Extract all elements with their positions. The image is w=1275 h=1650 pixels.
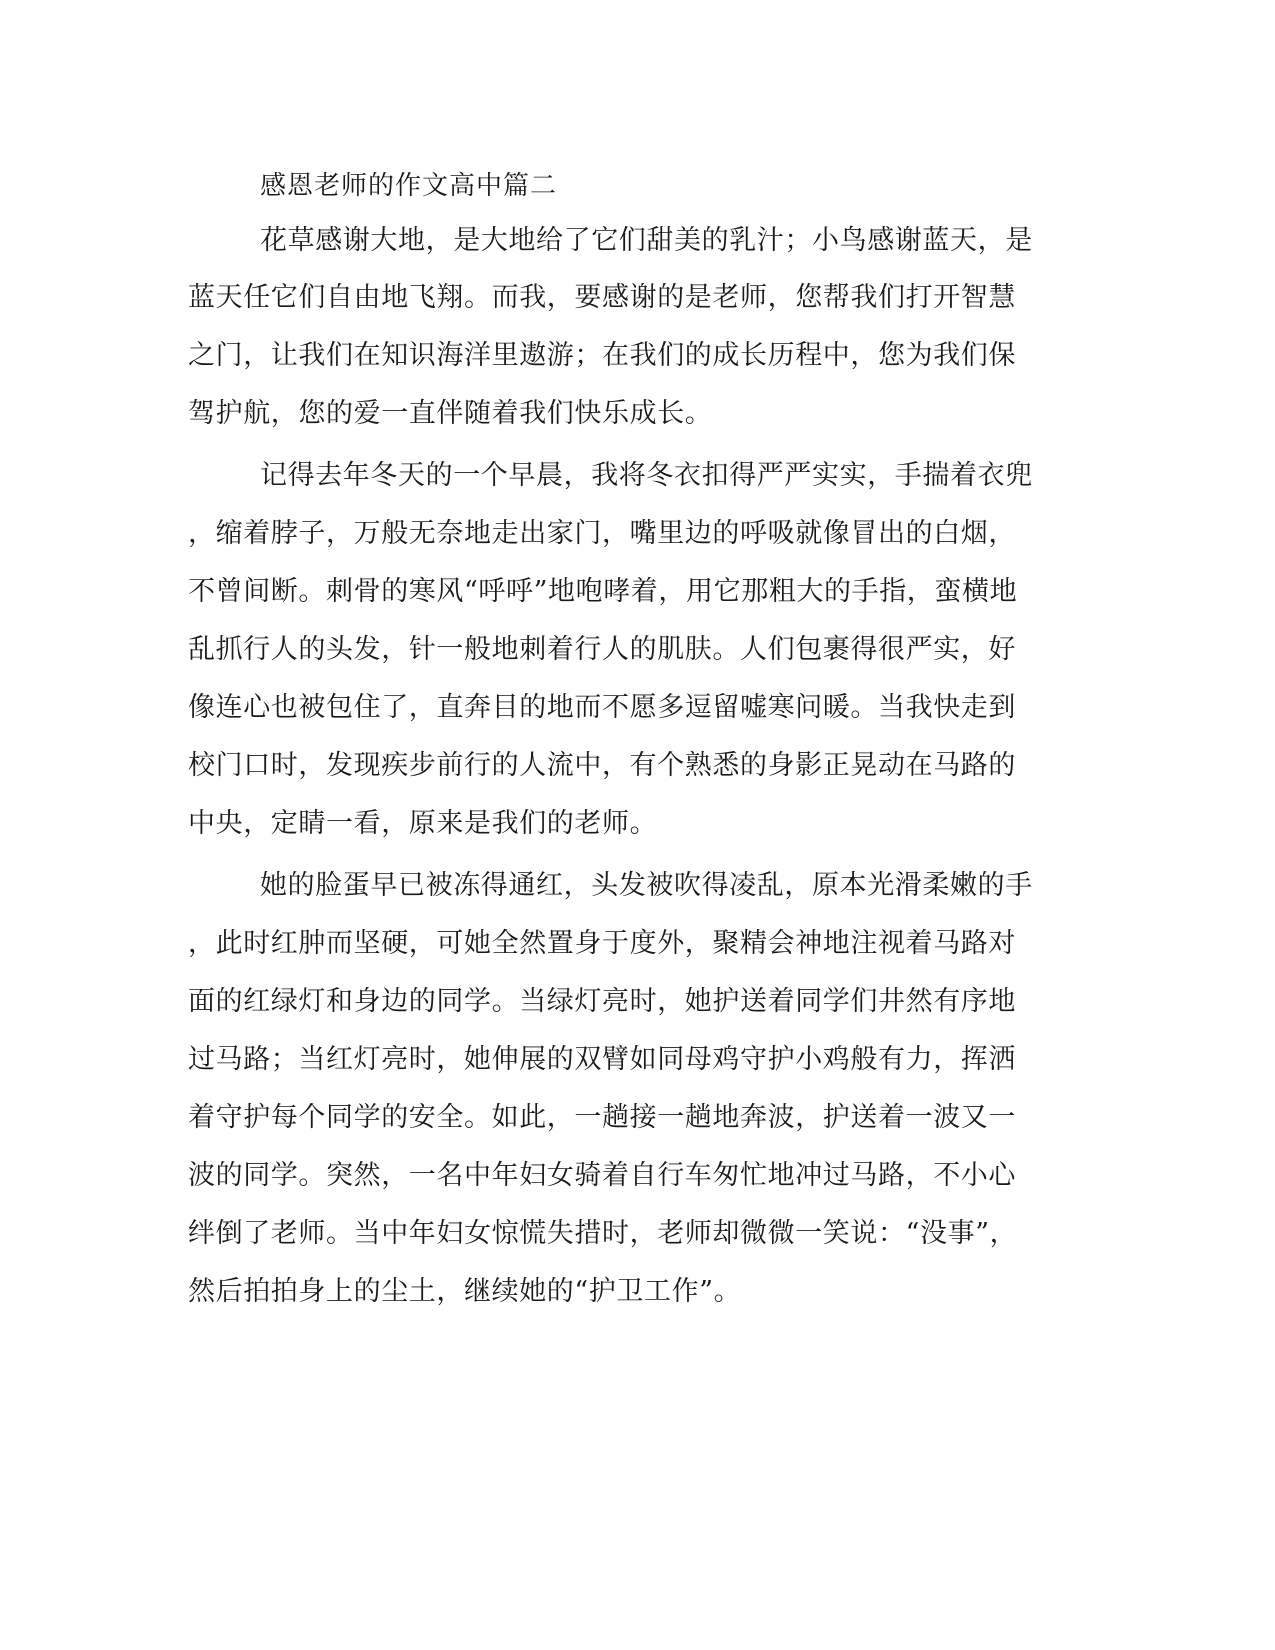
paragraph-1-line-3: 之门，让我们在知识海洋里遨游；在我们的成长历程中，您为我们保 [188,340,1016,371]
paragraph-1-line-2: 蓝天任它们自由地飞翔。而我，要感谢的是老师，您帮我们打开智慧 [188,282,1016,313]
paragraph-3-line-4: 过马路；当红灯亮时，她伸展的双臂如同母鸡守护小鸡般有力，挥洒 [188,1044,1016,1075]
paragraph-1-line-1: 花草感谢大地，是大地给了它们甜美的乳汁；小鸟感谢蓝天，是 [260,225,1033,256]
paragraph-3-line-2: ，此时红肿而坚硬，可她全然置身于度外，聚精会神地注视着马路对 [188,928,1016,959]
document-title: 感恩老师的作文高中篇二 [260,171,558,201]
paragraph-3-line-5: 着守护每个同学的安全。如此，一趟接一趟地奔波，护送着一波又一 [188,1102,1016,1133]
paragraph-2-line-3: 不曾间断。刺骨的寒风“呼呼”地咆哮着，用它那粗大的手指，蛮横地 [188,576,1018,607]
paragraph-2-line-2: ，缩着脖子，万般无奈地走出家门，嘴里边的呼吸就像冒出的白烟， [188,518,1016,549]
paragraph-3-line-6: 波的同学。突然，一名中年妇女骑着自行车匆忙地冲过马路，不小心 [188,1160,1016,1191]
paragraph-3-line-8: 然后拍拍身上的尘土，继续她的“护卫工作”。 [188,1276,742,1307]
paragraph-2-line-4: 乱抓行人的头发，针一般地刺着行人的肌肤。人们包裹得很严实，好 [188,634,1016,665]
paragraph-1-line-4: 驾护航，您的爱一直伴随着我们快乐成长。 [188,398,713,429]
paragraph-3-line-3: 面的红绿灯和身边的同学。当绿灯亮时，她护送着同学们井然有序地 [188,986,1016,1017]
paragraph-2-line-7: 中央，定睛一看，原来是我们的老师。 [188,808,658,839]
paragraph-3-line-1: 她的脸蛋早已被冻得通红，头发被吹得凌乱，原本光滑柔嫩的手 [260,870,1033,901]
paragraph-2-line-5: 像连心也被包住了，直奔目的地而不愿多逗留嘘寒问暖。当我快走到 [188,692,1016,723]
paragraph-2-line-1: 记得去年冬天的一个早晨，我将冬衣扣得严严实实，手揣着衣兜 [260,460,1033,491]
paragraph-3-line-7: 绊倒了老师。当中年妇女惊慌失措时，老师却微微一笑说：“没事”， [188,1218,1018,1249]
paragraph-2-line-6: 校门口时，发现疾步前行的人流中，有个熟悉的身影正晃动在马路的 [188,750,1016,781]
